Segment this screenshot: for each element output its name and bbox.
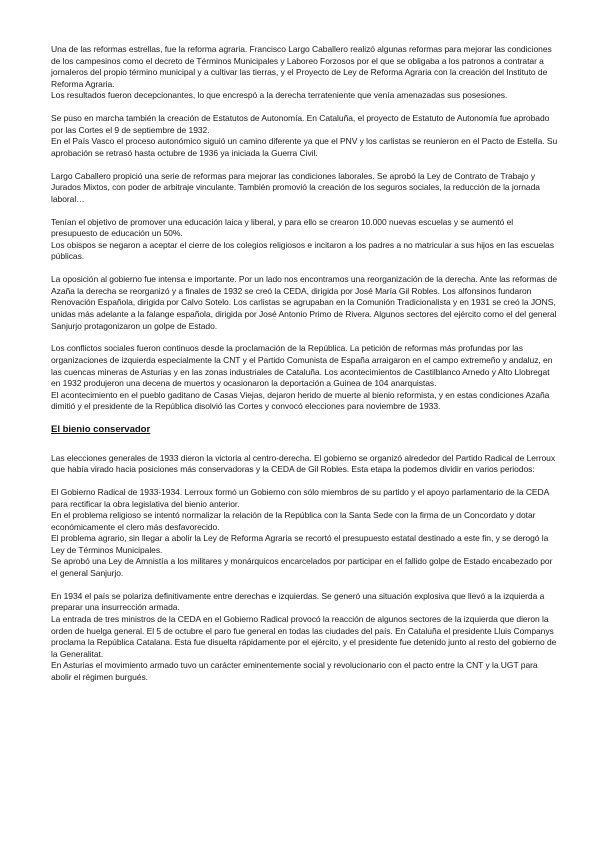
text-line: La entrada de tres ministros de la CEDA en el Gobierno Radical provocó la reacción de algunos sectores de la izquierda que dieron la orden de huelga general. El 5 de octubre el paro fue general en todas las ciudades del país. En Cataluña el presidente Lluis Companys proclama la República Catalana. Esta fue disuelta rápidamente por el ejército, y el presidente fue detenido junto al resto del gobierno de la Generalitat. (51, 614, 557, 659)
text-line: En 1934 el país se polariza definitivamente entre derechas e izquierdas. Se generó una situación explosiva que llevó a la izquierda a preparar una insurrección armada. (51, 590, 545, 613)
text-line: Los obispos se negaron a aceptar el cierre de los colegios religiosos e incitaron a los padres a no matricular a sus hijos en las escuelas públicas. (51, 239, 554, 262)
paragraph-estatutos-autonomia (51, 113, 559, 159)
text-line: El problema agrario, sin llegar a abolir la Ley de Reforma Agraria se recortó el presupuesto estatal destinado a este fin, y se derogó la Ley de Términos Municipales. (51, 533, 549, 555)
text-line: En el problema religioso se intentó normalizar la relación de la República con la Santa Sede con la firma de un Concordato y dotar económicamente el clero más desfavorecido. (51, 510, 536, 532)
text-line: Largo Caballero propició una serie de reformas para mejorar las condiciones laborales. Se aprobó la Ley de Contrato de Trabajo y Jurados Mixtos, con poder de arbitraje vinculante. También promovió la creación de los seguros sociales, la reducción de la jornada laboral… (51, 170, 540, 204)
text-line: En Asturias el movimiento armado tuvo un carácter eminentemente social y revolucionario con el pacto entre la CNT y la UGT para abolir el régimen burgués. (51, 660, 538, 682)
paragraph-1934-polarizacion (51, 591, 559, 683)
paragraph-educacion (51, 217, 559, 263)
document-page (51, 44, 559, 695)
text-line: El acontecimiento en el pueblo gaditano de Casas Viejas, dejaron herido de muerte al bienio reformista, y en estas condiciones Azaña dimitió y el presidente de la República disolvió las Cortes y convocó elecciones para noviembre de 1933. (51, 389, 550, 412)
text-line: La oposición al gobierno fue intensa e importante. Por un lado nos encontramos una reorganización de la derecha. Ante las reformas de Azaña la derecha se reorganizó y a finales de 1932 se creó la CEDA, dirigida por José María Gil Robles. Los alfonsinos fundaron Renovación Española, dirigida por Calvo Sotelo. Los carlistas se agrupaban en la Comunión Tradicionalista y en 1931 se creó la JONS, unidas más adelante a la falange española, dirigida por José Antonio Primo de Rivera. Algunos sectores del ejército como el del general Sanjurjo protagonizaron un golpe de Estado. (51, 274, 558, 331)
text-line: Una de las reformas estrellas, fue la reforma agraria. Francisco Largo Caballero realizó algunas reformas para mejorar las condiciones de los campesinos como el decreto de Términos Municipales y Laboreo Forzosos por el que se obligaba a los patronos a contratar a jornaleros del propio término municipal y a cultivar las tierras, y el Proyecto de Ley de Reforma Agraria con la creación del Instituto de Reforma Agraria. (51, 44, 552, 89)
paragraph-gobierno-radical (51, 487, 559, 579)
paragraph-reforma-agraria (51, 44, 559, 102)
text-line: Las elecciones generales de 1933 dieron la victoria al centro-derecha. El gobierno se organizó alrededor del Partido Radical de Lerroux que había virado hacia posiciones más conservadoras y la CEDA de Gil Robles. Esta etapa la podemos dividir en varios periodos: (51, 452, 556, 475)
section-heading: El bienio conservador (51, 424, 151, 436)
paragraph-conflictos-sociales (51, 343, 559, 412)
paragraph-oposicion (51, 274, 559, 332)
text-line: Los resultados fueron decepcionantes, lo que encrespó a la derecha terrateniente que venía amenazadas sus posesiones. (51, 90, 508, 101)
text-line: Se aprobó una Ley de Amnistía a los militares y monárquicos encarcelados por participar en el fallido golpe de Estado encabezado por el general Sanjurjo. (51, 556, 553, 578)
text-line: Tenían el objetivo de promover una educación laica y liberal, y para ello se crearon 10.000 nuevas escuelas y se aumentó el presupuesto de educación un 50%. (51, 216, 514, 239)
text-line: En el País Vasco el proceso autonómico siguió un camino diferente ya que el PNV y los carlistas se reunieron en el Pacto de Estella. Su aprobación se retrasó hasta octubre de 1936 ya iniciada la Guerra Civil. (51, 136, 558, 158)
text-line: Los conflictos sociales fueron continuos desde la proclamación de la República. La petición de reformas más profundas por las organizaciones de izquierda especialmente la CNT y el Partido Comunista de España arraigaron en el campo extremeño y andaluz, en las cuencas mineras de Asturias y en las zonas industriales de Cataluña. Los acontecimientos de Castilblanco Arnedo y Alto Llobregat en 1932 produjeron una decena de muertos y ocasionaron la deportación a Guinea de 104 anarquistas. (51, 343, 553, 389)
text-line: Se puso en marcha también la creación de Estatutos de Autonomía. En Cataluña, el proyecto de Estatuto de Autonomía fue aprobado por las Cortes el 9 de septiembre de 1932. (51, 113, 550, 135)
paragraph-reformas-laborales (51, 171, 559, 206)
text-line: El Gobierno Radical de 1933-1934. Lerroux formó un Gobierno con sólo miembros de su partido y el apoyo parlamentario de la CEDA para rectificar la obra legislativa del bienio anterior. (51, 487, 549, 509)
paragraph-elecciones-1933 (51, 453, 559, 476)
